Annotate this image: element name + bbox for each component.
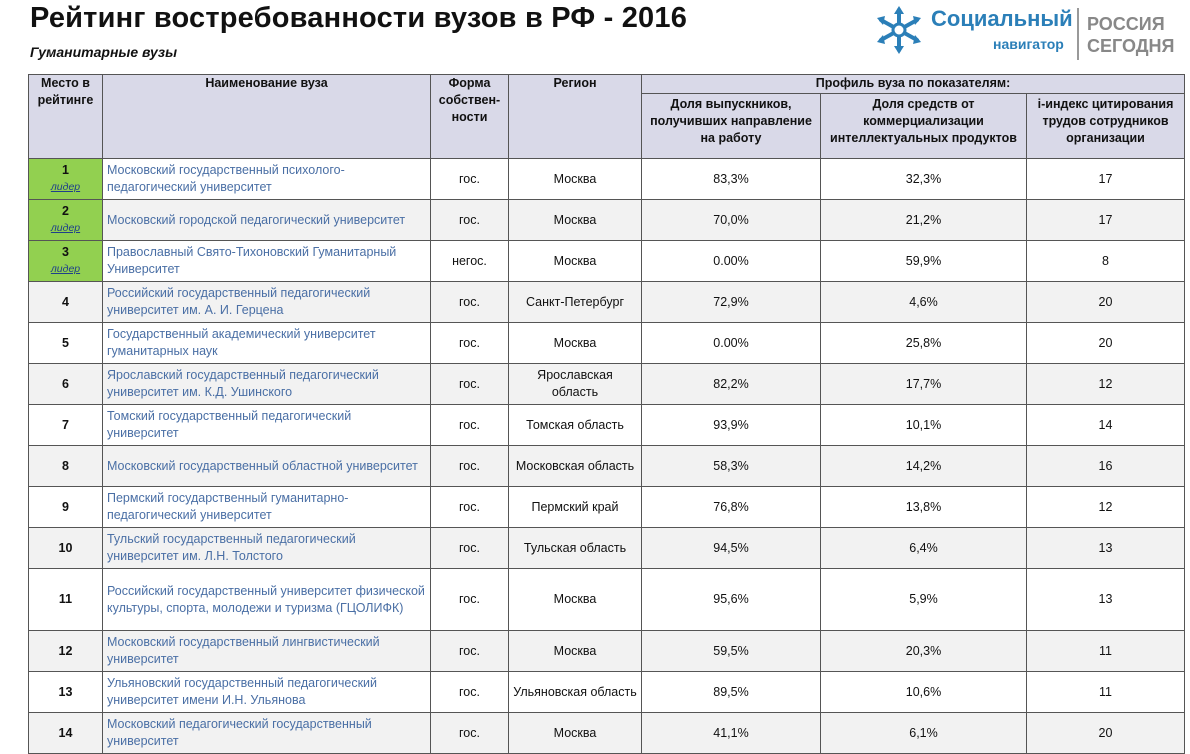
university-name-link[interactable]: Российский государственный педагогический университет им. А. И. Герцена bbox=[103, 282, 431, 323]
commerce-cell: 4,6% bbox=[821, 282, 1027, 323]
leader-link[interactable]: лидер bbox=[50, 263, 81, 275]
logo-right2: СЕГОДНЯ bbox=[1087, 36, 1175, 56]
region-cell: Ульяновская область bbox=[509, 672, 642, 713]
ownership-cell: гос. bbox=[431, 487, 509, 528]
rank-cell bbox=[29, 282, 103, 323]
rank-cell bbox=[29, 713, 103, 754]
brand-logo bbox=[873, 4, 1175, 64]
table-row bbox=[29, 569, 1185, 631]
header-name: Наименование вуза bbox=[103, 75, 431, 159]
university-name-link[interactable]: Московский государственный областной университет bbox=[103, 446, 431, 487]
rank-cell bbox=[29, 487, 103, 528]
rank-cell bbox=[29, 446, 103, 487]
ownership-cell: гос. bbox=[431, 364, 509, 405]
header-index: i-индекс цитирования трудов сотрудников организации bbox=[1027, 94, 1185, 159]
header-graduates: Доля выпускников, получивших направление на работу bbox=[642, 94, 821, 159]
graduates-cell: 94,5% bbox=[642, 528, 821, 569]
university-name-link[interactable]: Пермский государственный гуманитарно-педагогический университет bbox=[103, 487, 431, 528]
university-name-link[interactable]: Российский государственный университет физической культуры, спорта, молодежи и туризма (ГЦОЛИФК) bbox=[103, 569, 431, 631]
citation-index-cell: 16 bbox=[1027, 446, 1185, 487]
commerce-cell: 21,2% bbox=[821, 200, 1027, 241]
graduates-cell: 72,9% bbox=[642, 282, 821, 323]
ownership-cell: гос. bbox=[431, 528, 509, 569]
university-name-link[interactable]: Московский педагогический государственный университет bbox=[103, 713, 431, 754]
university-name-link[interactable]: Московский государственный лингвистический университет bbox=[103, 631, 431, 672]
region-cell: Москва bbox=[509, 569, 642, 631]
commerce-cell: 10,6% bbox=[821, 672, 1027, 713]
citation-index-cell: 20 bbox=[1027, 282, 1185, 323]
commerce-cell: 14,2% bbox=[821, 446, 1027, 487]
commerce-cell: 59,9% bbox=[821, 241, 1027, 282]
header-profile: Профиль вуза по показателям: bbox=[642, 75, 1185, 94]
region-cell: Санкт-Петербург bbox=[509, 282, 642, 323]
ownership-cell: гос. bbox=[431, 323, 509, 364]
commerce-cell: 13,8% bbox=[821, 487, 1027, 528]
rank-cell bbox=[29, 241, 103, 282]
rank-number: 9 bbox=[62, 499, 69, 514]
table-row bbox=[29, 446, 1185, 487]
region-cell: Тульская область bbox=[509, 528, 642, 569]
table-row bbox=[29, 159, 1185, 200]
page-subtitle: Гуманитарные вузы bbox=[30, 44, 178, 60]
logo-line1: Социальный bbox=[931, 6, 1073, 31]
table-row bbox=[29, 364, 1185, 405]
rank-number: 5 bbox=[62, 335, 69, 350]
region-cell: Москва bbox=[509, 713, 642, 754]
graduates-cell: 93,9% bbox=[642, 405, 821, 446]
university-name-link[interactable]: Московский городской педагогический университет bbox=[103, 200, 431, 241]
citation-index-cell: 12 bbox=[1027, 364, 1185, 405]
rank-cell bbox=[29, 672, 103, 713]
university-name-link[interactable]: Ульяновский государственный педагогический университет имени И.Н. Ульянова bbox=[103, 672, 431, 713]
region-cell: Томская область bbox=[509, 405, 642, 446]
ownership-cell: гос. bbox=[431, 672, 509, 713]
rank-cell bbox=[29, 323, 103, 364]
university-name-link[interactable]: Ярославский государственный педагогический университет им. К.Д. Ушинского bbox=[103, 364, 431, 405]
graduates-cell: 89,5% bbox=[642, 672, 821, 713]
header-rank: Место в рейтинге bbox=[29, 75, 103, 159]
citation-index-cell: 8 bbox=[1027, 241, 1185, 282]
leader-link[interactable]: лидер bbox=[50, 181, 81, 193]
commerce-cell: 5,9% bbox=[821, 569, 1027, 631]
university-name-link[interactable]: Государственный академический университет гуманитарных наук bbox=[103, 323, 431, 364]
commerce-cell: 20,3% bbox=[821, 631, 1027, 672]
page-title: Рейтинг востребованности вузов в РФ - 2016 bbox=[30, 2, 688, 34]
ownership-cell: гос. bbox=[431, 200, 509, 241]
region-cell: Ярославская область bbox=[509, 364, 642, 405]
ownership-cell: негос. bbox=[431, 241, 509, 282]
citation-index-cell: 14 bbox=[1027, 405, 1185, 446]
region-cell: Москва bbox=[509, 159, 642, 200]
rank-number: 13 bbox=[58, 684, 73, 699]
leader-link[interactable]: лидер bbox=[50, 222, 81, 234]
university-name-link[interactable]: Тульский государственный педагогический университет им. Л.Н. Толстого bbox=[103, 528, 431, 569]
ownership-cell: гос. bbox=[431, 405, 509, 446]
ownership-cell: гос. bbox=[431, 446, 509, 487]
ownership-cell: гос. bbox=[431, 282, 509, 323]
table-row bbox=[29, 528, 1185, 569]
graduates-cell: 0.00% bbox=[642, 323, 821, 364]
citation-index-cell: 17 bbox=[1027, 200, 1185, 241]
citation-index-cell: 13 bbox=[1027, 528, 1185, 569]
rank-number: 14 bbox=[58, 725, 73, 740]
citation-index-cell: 20 bbox=[1027, 713, 1185, 754]
citation-index-cell: 17 bbox=[1027, 159, 1185, 200]
rank-cell bbox=[29, 631, 103, 672]
university-name-link[interactable]: Томский государственный педагогический университет bbox=[103, 405, 431, 446]
citation-index-cell: 13 bbox=[1027, 569, 1185, 631]
rank-number: 2 bbox=[62, 204, 69, 218]
header-commerce: Доля средств от коммерциализации интеллектуальных продуктов bbox=[821, 94, 1027, 159]
rank-cell bbox=[29, 405, 103, 446]
rank-cell bbox=[29, 528, 103, 569]
graduates-cell: 41,1% bbox=[642, 713, 821, 754]
region-cell: Московская область bbox=[509, 446, 642, 487]
graduates-cell: 76,8% bbox=[642, 487, 821, 528]
logo-right1: РОССИЯ bbox=[1087, 14, 1165, 34]
ownership-cell: гос. bbox=[431, 569, 509, 631]
table-row bbox=[29, 323, 1185, 364]
logo-line2: навигатор bbox=[993, 36, 1064, 52]
ownership-cell: гос. bbox=[431, 159, 509, 200]
university-name-link[interactable]: Московский государственный психолого-педагогический университет bbox=[103, 159, 431, 200]
logo-divider bbox=[1077, 8, 1079, 60]
commerce-cell: 10,1% bbox=[821, 405, 1027, 446]
table-row bbox=[29, 713, 1185, 754]
graduates-cell: 83,3% bbox=[642, 159, 821, 200]
table-row bbox=[29, 487, 1185, 528]
graduates-cell: 70,0% bbox=[642, 200, 821, 241]
rank-cell bbox=[29, 364, 103, 405]
table-row bbox=[29, 405, 1185, 446]
ownership-cell: гос. bbox=[431, 713, 509, 754]
commerce-cell: 6,1% bbox=[821, 713, 1027, 754]
header-region: Регион bbox=[509, 75, 642, 159]
commerce-cell: 6,4% bbox=[821, 528, 1027, 569]
rank-number: 3 bbox=[62, 245, 69, 259]
graduates-cell: 58,3% bbox=[642, 446, 821, 487]
graduates-cell: 82,2% bbox=[642, 364, 821, 405]
rank-number: 10 bbox=[58, 540, 73, 555]
region-cell: Москва bbox=[509, 200, 642, 241]
citation-index-cell: 20 bbox=[1027, 323, 1185, 364]
region-cell: Москва bbox=[509, 323, 642, 364]
table-row bbox=[29, 282, 1185, 323]
rank-number: 6 bbox=[62, 376, 69, 391]
region-cell: Москва bbox=[509, 631, 642, 672]
rank-number: 7 bbox=[62, 417, 69, 432]
commerce-cell: 32,3% bbox=[821, 159, 1027, 200]
rank-cell bbox=[29, 569, 103, 631]
rank-number: 11 bbox=[58, 592, 73, 606]
citation-index-cell: 12 bbox=[1027, 487, 1185, 528]
graduates-cell: 95,6% bbox=[642, 569, 821, 631]
commerce-cell: 25,8% bbox=[821, 323, 1027, 364]
commerce-cell: 17,7% bbox=[821, 364, 1027, 405]
graduates-cell: 59,5% bbox=[642, 631, 821, 672]
ranking-table bbox=[28, 74, 1185, 754]
table-row bbox=[29, 241, 1185, 282]
rank-number: 8 bbox=[62, 458, 69, 473]
table-row bbox=[29, 200, 1185, 241]
table-row bbox=[29, 672, 1185, 713]
rank-cell bbox=[29, 159, 103, 200]
header-form: Форма собствен-ности bbox=[431, 75, 509, 159]
citation-index-cell: 11 bbox=[1027, 672, 1185, 713]
rank-number: 4 bbox=[62, 294, 69, 309]
ownership-cell: гос. bbox=[431, 631, 509, 672]
graduates-cell: 0.00% bbox=[642, 241, 821, 282]
rank-number: 12 bbox=[58, 643, 73, 658]
table-row bbox=[29, 631, 1185, 672]
citation-index-cell: 11 bbox=[1027, 631, 1185, 672]
region-cell: Пермский край bbox=[509, 487, 642, 528]
snowflake-logo-icon bbox=[873, 4, 925, 56]
region-cell: Москва bbox=[509, 241, 642, 282]
rank-cell bbox=[29, 200, 103, 241]
university-name-link[interactable]: Православный Свято-Тихоновский Гуманитарный Университет bbox=[103, 241, 431, 282]
rank-number: 1 bbox=[62, 163, 69, 177]
